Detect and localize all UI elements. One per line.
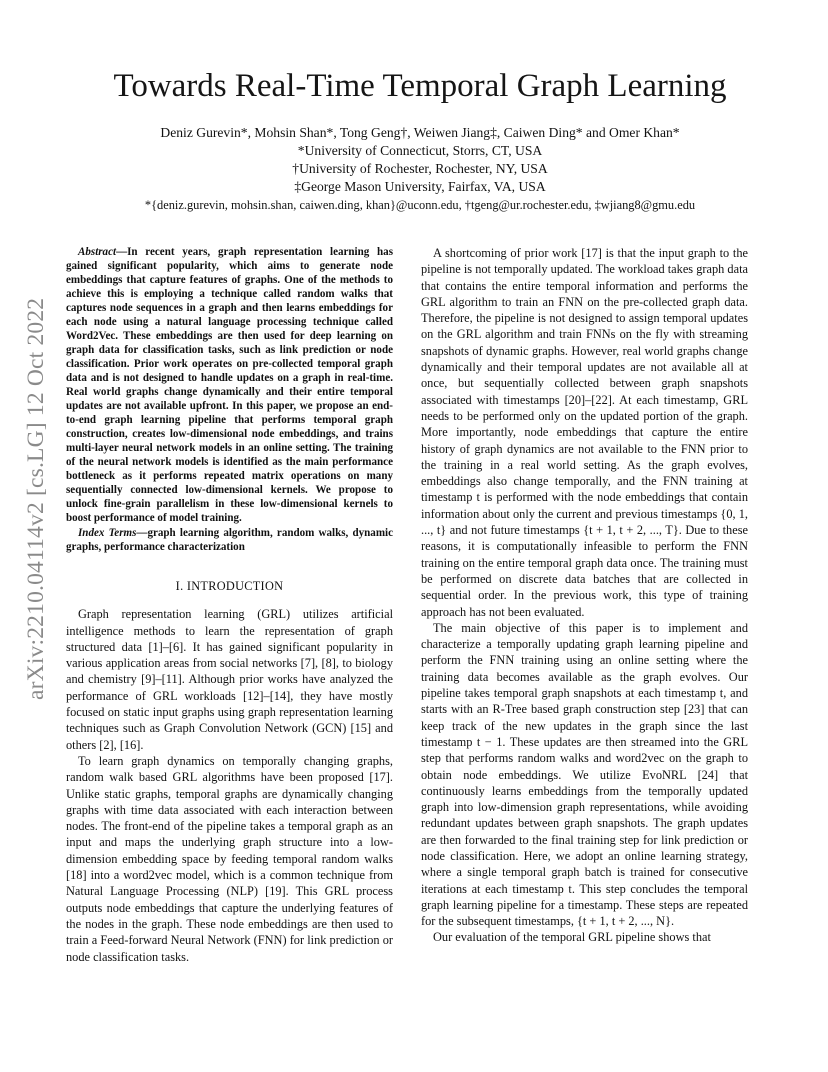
index-terms-label: Index Terms bbox=[78, 527, 137, 539]
section-heading-introduction: I. INTRODUCTION bbox=[175, 579, 284, 593]
arxiv-side-stamp bbox=[20, 290, 52, 700]
author-emails: *{deniz.gurevin, mohsin.shan, caiwen.ding, khan}@uconn.edu, †tgeng@ur.rochester.edu, ‡wjiang8@gmu.edu bbox=[144, 198, 696, 212]
intro-paragraph-1: Graph representation learning (GRL) utilizes artificial intelligence methods to learn the representation of graph structured data [1]–[6]. It has gained significant popularity in various application areas from social networks [7], [8], to biology and chemistry [9]–[11]. Although prior works have analyzed the performance of GRL workloads [12]–[14], they have mostly focused on static input graphs using graph representation learning techniques such as Graph Convolution Network (GCN) [15] and others [2], [16]. bbox=[66, 607, 393, 752]
right-column bbox=[421, 245, 748, 946]
index-terms-text: —graph learning algorithm, random walks, dynamic graphs, performance characterization bbox=[66, 527, 393, 553]
author-names: Deniz Gurevin*, Mohsin Shan*, Tong Geng†, Weiwen Jiang‡, Caiwen Ding* and Omer Khan* bbox=[160, 125, 680, 140]
author-block bbox=[60, 124, 780, 214]
abstract bbox=[66, 245, 393, 525]
index-terms bbox=[66, 526, 393, 554]
arxiv-identifier: arXiv:2210.04114v2 [cs.LG] 12 Oct 2022 bbox=[23, 297, 49, 700]
abstract-label: Abstract bbox=[78, 246, 117, 258]
intro-paragraph-5: Our evaluation of the temporal GRL pipeline shows that bbox=[433, 930, 711, 945]
affiliation-uconn: *University of Connecticut, Storrs, CT, USA bbox=[297, 143, 543, 158]
intro-paragraph-4: The main objective of this paper is to implement and characterize a temporally updating graph learning pipeline and perform the FNN training using an online setting where the training data becomes available as the graph evolves. Our pipeline takes temporal graph snapshots at each timestamp t, and starts with an R-Tree based graph construction step [23] that can keep track of the new updates in the graph since the last timestamp t − 1. These updates are then streamed into the GRL step that performs random walks and word2vec on the graph to obtain node embeddings. We utilize EvoNRL [24] that continuously learns embeddings from the temporally updated graph into low-dimension graph representations, while avoiding redundant updates between graph snapshots. The graph updates are then forwarded to the final training step for link prediction or node classification. Here, we adopt an online learning strategy, where a single temporal graph batch is trained for consecutive iterations at each timestamp t. This step concludes the temporal graph learning pipeline for a timestamp. These steps are repeated for the subsequent timestamps, {t + 1, t + 2, ..., N}. bbox=[421, 620, 748, 929]
paper-title: Towards Real-Time Temporal Graph Learning bbox=[113, 68, 727, 104]
intro-paragraph-2: To learn graph dynamics on temporally changing graphs, random walk based GRL algorithms have been proposed [17]. Unlike static graphs, temporal graphs are dynamically changing graphs with time data associated with each interaction between nodes. The front-end of the pipeline takes a temporal graph as an input and maps the underlying graph structure into a low-dimension embedding space by feeding temporal random walks [18] into a word2vec model, which is a common technique from Natural Language Processing (NLP) [19]. This GRL process outputs node embeddings that capture the underlying features of the nodes in the graph. These node embeddings are then used to train a Feed-forward Neural Network (FNN) for link prediction or node classification tasks. bbox=[66, 753, 393, 964]
affiliation-rochester: †University of Rochester, Rochester, NY, USA bbox=[292, 161, 548, 176]
abstract-text: —In recent years, graph representation learning has gained significant popularity, which aims to generate node embeddings that capture features of graphs. One of the methods to achieve this is employing a technique called random walks that captures node sequences in a graph and then learns embeddings for each node using a natural language processing technique called Word2Vec. These embeddings are then used for deep learning on graph data for classification tasks, such as link prediction or node classification. Prior work operates on pre-collected temporal graph data and is not designed to handle updates on a graph in real-time. Real world graphs change dynamically and their entire temporal updates are not available upfront. In this paper, we propose an end-to-end graph learning pipeline that performs temporal graph construction, creates low-dimensional node embeddings, and trains multi-layer neural network models in an online setting. The training of the neural network models is identified as the main performance bottleneck as it performs repeated matrix operations on many sequentially connected low-dimensional kernels. We propose to unlock fine-grain parallelism in these low-dimensional kernels to boost performance of model training. bbox=[66, 246, 393, 524]
affiliation-gmu: ‡George Mason University, Fairfax, VA, USA bbox=[294, 179, 546, 194]
left-column bbox=[66, 245, 393, 965]
intro-paragraph-3: A shortcoming of prior work [17] is that the input graph to the pipeline is not temporally updated. The workload takes graph data that contains the entire temporal information and performs the GRL algorithm to train an FNN on the pre-collected graph data. Therefore, the pipeline is not designed to assign temporal updates on the GRL algorithm and train FNNs on the fly with streaming snapshots of dynamic graphs. However, real world graphs change dynamically and their temporal updates are not available all at once, but sequentially collected between graph snapshots associated with timestamps [20]–[22]. At each timestamp, GRL needs to be performed only on the updated portion of the graph. More importantly, node embeddings that capture the entire history of graph dynamics are not available to the FNN prior to the training in a real world setting. As the graph evolves, embeddings also change temporally, and the FNN training at timestamp t is performed with the node embeddings that contain information about only the current and previous timestamps {0, 1, ..., t} and not future timestamps {t + 1, t + 2, ..., T}. Due to these reasons, it is computationally infeasible to perform the FNN training on the entire temporal graph data once. The training must be performed on discrete data batches that are collected in sequential order. In the previous work, this type of training approach has not been evaluated. bbox=[421, 246, 748, 619]
